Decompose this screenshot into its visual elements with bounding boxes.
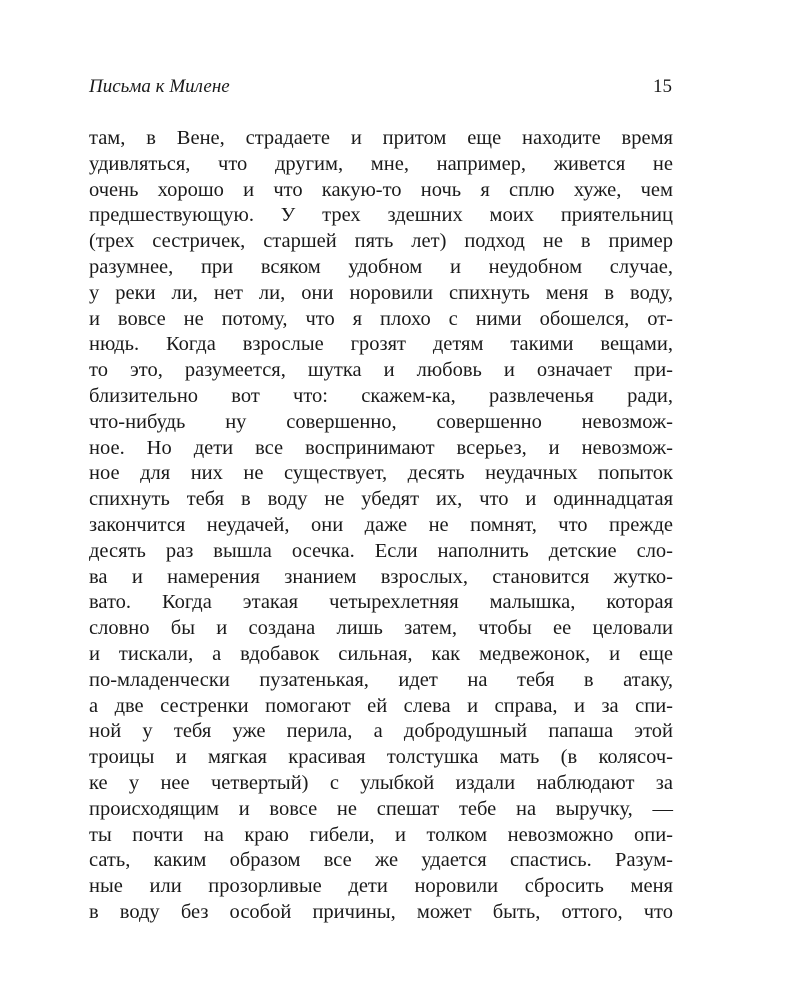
text-line: ке у нее четвертый) с улыбкой издали наблюдают за bbox=[89, 771, 673, 794]
text-line: у реки ли, нет ли, они норовили спихнуть меня в воду, bbox=[89, 281, 673, 304]
text-line: (трех сестричек, старшей пять лет) подход не в пример bbox=[89, 230, 673, 253]
text-line: и вовсе не потому, что я плохо с ними обошелся, от- bbox=[89, 307, 673, 330]
text-line: близительно вот что: скажем-ка, развлеченья ради, bbox=[89, 384, 673, 407]
text-line: там, в Вене, страдаете и притом еще находите время bbox=[89, 127, 673, 149]
text-line: ва и намерения знанием взрослых, становится жутко- bbox=[89, 565, 673, 588]
text-line: ное. Но дети все воспринимают всерьез, и невозмож- bbox=[89, 436, 673, 459]
text-line: нюдь. Когда взрослые грозят детям такими вещами, bbox=[89, 333, 673, 356]
text-line: ной у тебя уже перила, а добродушный папаша этой bbox=[89, 720, 673, 743]
running-title: Письма к Милене bbox=[89, 76, 230, 97]
text-line: ные или прозорливые дети норовили сбросить меня bbox=[89, 875, 673, 898]
text-line: предшествующую. У трех здешних моих приятельниц bbox=[89, 204, 673, 227]
text-line: вато. Когда этакая четырехлетняя малышка, которая bbox=[89, 591, 673, 614]
body-text bbox=[89, 126, 673, 926]
text-line: разумнее, при всяком удобном и неудобном случае, bbox=[89, 255, 673, 278]
text-line: словно бы и создана лишь затем, чтобы ее целовали bbox=[89, 617, 673, 640]
text-line: то это, разумеется, шутка и любовь и означает при- bbox=[89, 359, 673, 382]
text-line: в воду без особой причины, может быть, оттого, что bbox=[89, 900, 673, 923]
text-line: сать, каким образом все же удается спастись. Разум- bbox=[89, 849, 673, 872]
text-line: что-нибудь ну совершенно, совершенно невозмож- bbox=[89, 410, 673, 433]
text-line: троицы и мягкая красивая толстушка мать (в колясоч- bbox=[89, 746, 673, 769]
text-line: очень хорошо и что какую-то ночь я сплю хуже, чем bbox=[89, 178, 673, 201]
text-line: ты почти на краю гибели, и толком невозможно опи- bbox=[89, 823, 673, 846]
text-line: ное для них не существует, десять неудачных попыток bbox=[89, 462, 673, 485]
text-line: по-младенчески пузатенькая, идет на тебя в атаку, bbox=[89, 668, 673, 691]
page-number: 15 bbox=[653, 76, 672, 97]
text-line: десять раз вышла осечка. Если наполнить детские сло- bbox=[89, 539, 673, 562]
running-head bbox=[89, 76, 672, 104]
text-line: а две сестренки помогают ей слева и справа, и за спи- bbox=[89, 694, 673, 717]
text-line: и тискали, а вдобавок сильная, как медвежонок, и еще bbox=[89, 642, 673, 665]
text-line: закончится неудачей, они даже не помнят, что прежде bbox=[89, 513, 673, 536]
text-line: спихнуть тебя в воду не убедят их, что и одиннадцатая bbox=[89, 488, 673, 511]
text-line: происходящим и вовсе не спешат тебе на выручку, — bbox=[89, 797, 673, 820]
text-line: удивляться, что другим, мне, например, живется не bbox=[89, 152, 673, 175]
